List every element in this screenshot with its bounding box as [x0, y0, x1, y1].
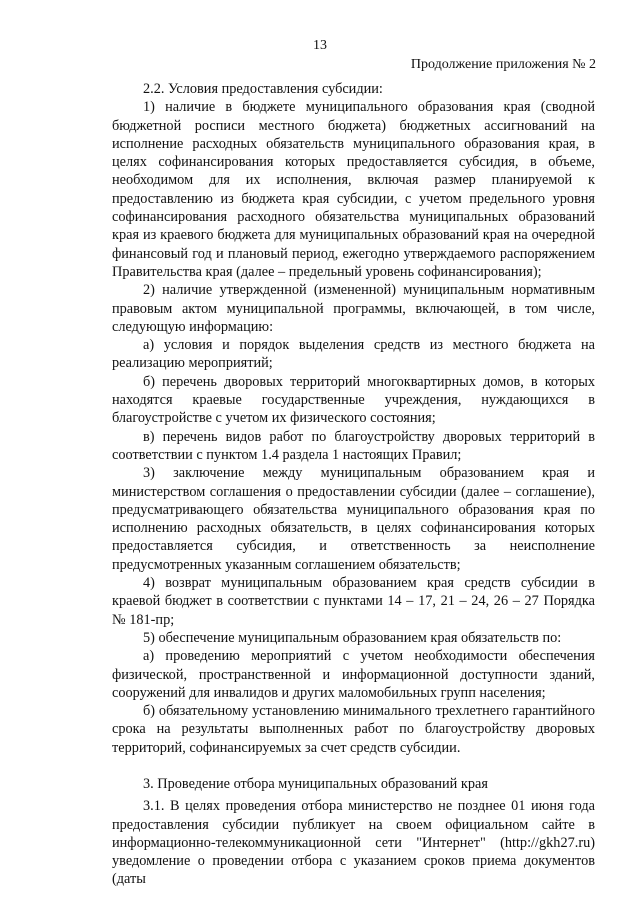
paragraph-condition-4: 4) возврат муниципальным образованием края средств субсидии в краевой бюджет в соответствии с пунктами 14 – 17, 21 – 24, 26 – 27 Порядка № 181-пр;: [112, 575, 595, 628]
appendix-continuation-label: Продолжение приложения № 2: [410, 57, 596, 72]
paragraph-condition-2: 2) наличие утвержденной (измененной) муниципальным нормативным правовым актом муниципальной программы, включающей, в том числе, следующую информацию:: [112, 282, 595, 335]
paragraph-condition-3: 3) заключение между муниципальным образованием края и министерством соглашения о предоставлении субсидии (далее – соглашение), предусматривающего обязательства муниципального образования края по исполнению расходных обязательств, в целях софинансирования которых предоставляется субсидия, и ответственность за неисполнение предусмотренных указанным соглашением обязательств;: [112, 465, 595, 573]
document-body: [112, 80, 595, 889]
paragraph-condition-5b: б) обязательному установлению минимального трехлетнего гарантийного срока на результаты выполненных работ по благоустройству дворовых территорий, софинансируемых за счет средств субсидии.: [112, 703, 595, 756]
paragraph-condition-2a: а) условия и порядок выделения средств из местного бюджета на реализацию мероприятий;: [112, 337, 595, 372]
paragraph-condition-2b: б) перечень дворовых территорий многоквартирных домов, в которых находятся краевые государственные учреждения, нуждающихся в благоустройстве с учетом их физического состояния;: [112, 373, 595, 427]
paragraph-condition-2v: в) перечень видов работ по благоустройству дворовых территорий в соответствии с пунктом 1.4 раздела 1 настоящих Правил;: [112, 428, 595, 463]
section-3-heading: 3. Проведение отбора муниципальных образований края: [143, 775, 488, 792]
paragraph-condition-1: 1) наличие в бюджете муниципального образования края (сводной бюджетной росписи местного бюджета) бюджетных ассигнований на исполнение расходных обязательств муниципального образования края, в целях софинансирования которых предоставляется субсидия, в объеме, необходимом для их исполнения, включая размер планируемой к предоставлению из бюджета края субсидии, с учетом предельного уровня софинансирования расходного обязательства муниципальных образований края из краевого бюджета для муниципальных образований края на очередной финансовый год и плановый период, ежегодно утверждаемого распоряжением Правительства края (далее – предельный уровень софинансирования);: [112, 99, 595, 280]
paragraph-condition-5: 5) обеспечение муниципальным образованием края обязательств по:: [143, 629, 562, 646]
paragraph-3-1: 3.1. В целях проведения отбора министерство не позднее 01 июня года предоставления субсидии публикует на своем официальном сайте в информационно-телекоммуникационной сети "Интернет" (http://gkh27.ru) уведомление о проведении отбора с указанием сроков приема документов (даты: [112, 798, 595, 888]
page-number: 13: [313, 38, 327, 53]
paragraph-condition-5a: а) проведению мероприятий с учетом необходимости обеспечения физической, пространственной и информационной доступности зданий, сооружений для инвалидов и других маломобильных групп населения;: [112, 648, 595, 701]
paragraph-2-2-heading: 2.2. Условия предоставления субсидии:: [143, 81, 383, 97]
